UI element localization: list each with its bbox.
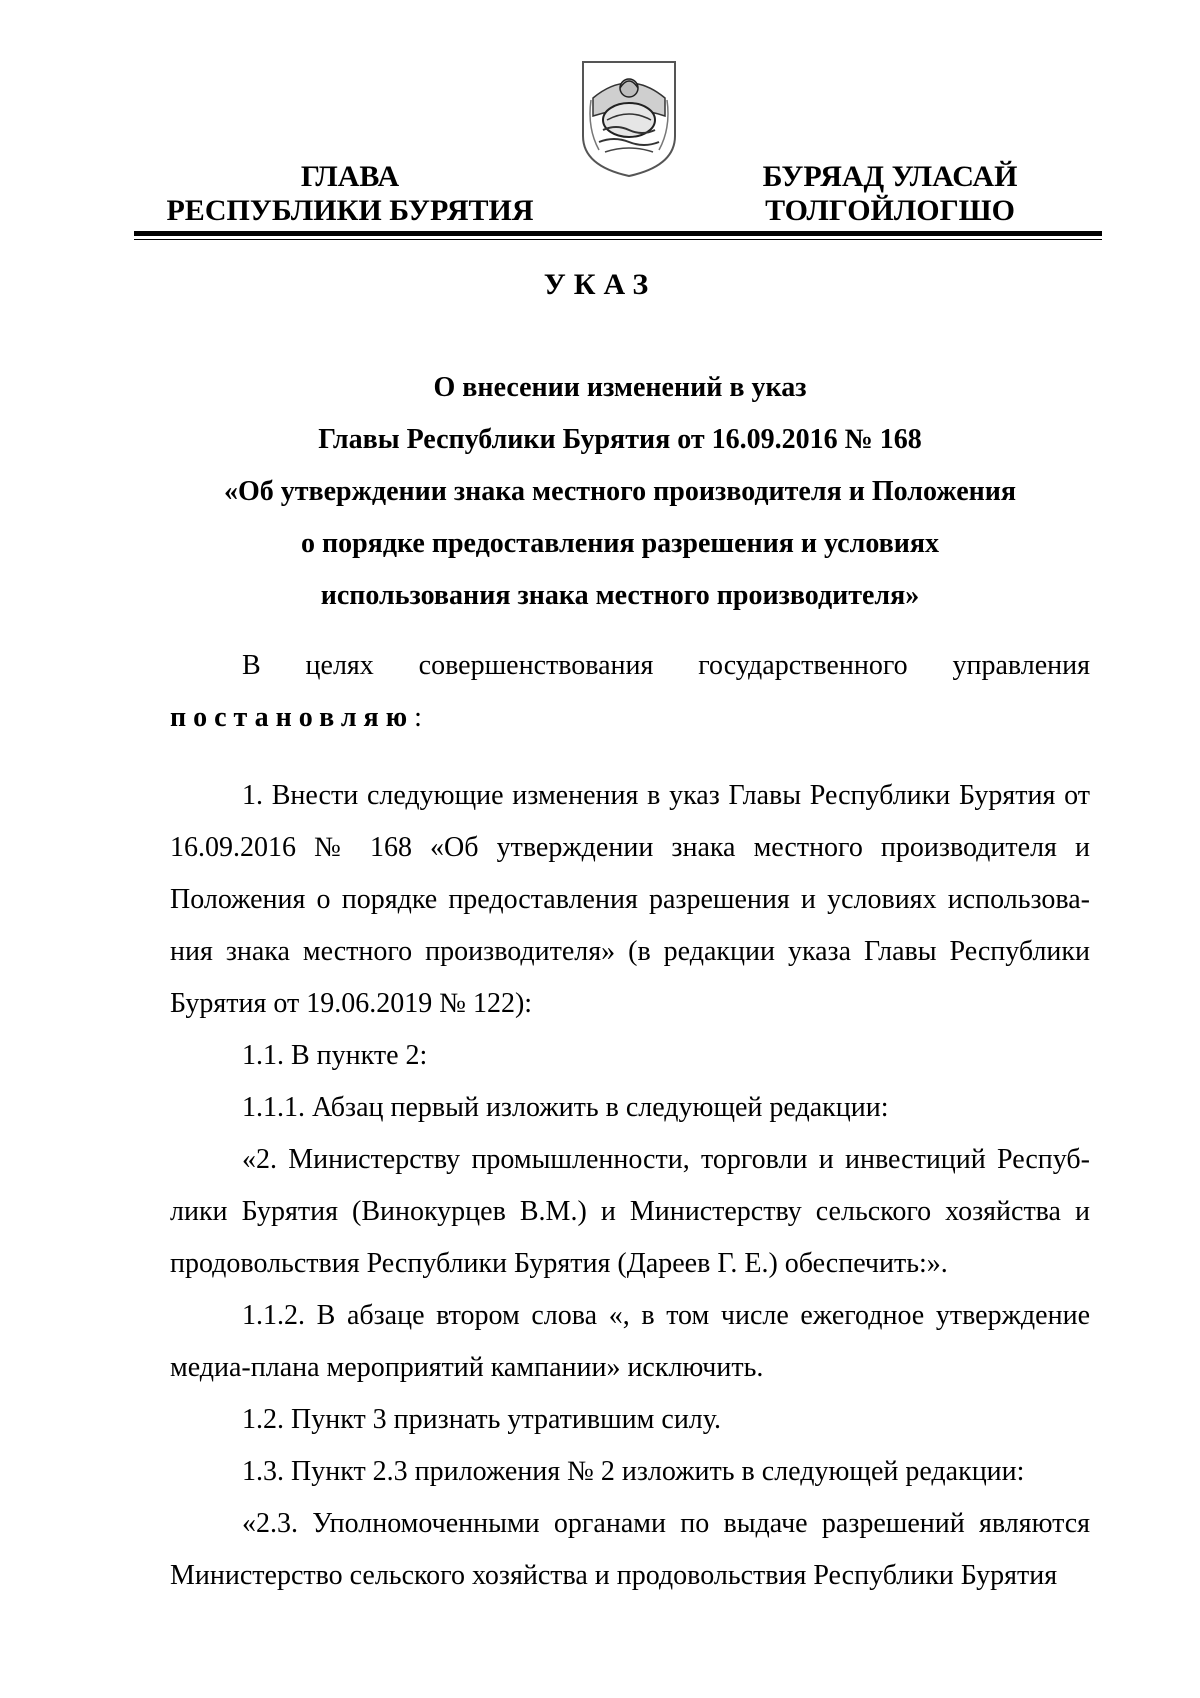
paragraph-1-1-1: 1.1.1. Абзац первый изложить в следующей редакции: [242, 1092, 889, 1123]
title-line-3: «Об утверждении знака местного производителя и Положения [223, 476, 1017, 507]
issuer-title-line2: РЕСПУБЛИКИ БУРЯТИЯ [166, 194, 534, 227]
paragraph-1-1-2: 1.1.2. В абзаце втором слова «, в том числе ежегодное утверждение медиа-плана мероприятий кампании» исключить. [170, 1300, 1090, 1383]
paragraph-quote-1: «2. Министерству промышленности, торговли и инвестиций Республики Бурятия (Винокурцев В.М.) и Министерству сельского хозяйства и продовольствия Республики Бурятия (Дареев Г. Е.) обеспечить:». [170, 1144, 1090, 1279]
issuer-header-russian [140, 160, 560, 228]
document-body [170, 640, 1090, 1602]
paragraph-1-3: 1.3. Пункт 2.3 приложения № 2 изложить в следующей редакции: [242, 1456, 1025, 1487]
document-title [140, 362, 1100, 622]
paragraph-1: 1. Внести следующие изменения в указ Главы Республики Бурятия от 16.09.2016 № 168 «Об утверждении знака местного производителя и Положения о порядке предоставления разрешения и условиях использования знака местного производителя» (в редакции указа Главы Республики Бурятия от 19.06.2019 № 122): [170, 780, 1090, 1019]
title-line-2: Главы Республики Бурятия от 16.09.2016 № 168 [318, 424, 922, 455]
issuer-title-buryat-line1: БУРЯАД УЛАСАЙ [762, 160, 1018, 193]
paragraph-gap [170, 744, 1090, 770]
title-line-4: о порядке предоставления разрешения и условиях [300, 528, 940, 559]
paragraph-1-1: 1.1. В пункте 2: [242, 1040, 428, 1071]
issuer-title-line1: ГЛАВА [300, 160, 400, 193]
preamble-text: В целях совершенствования государственного управления [242, 650, 1090, 681]
document-type: УКАЗ [543, 268, 657, 301]
header-divider-thin [134, 239, 1102, 240]
paragraph-1-2: 1.2. Пункт 3 признать утратившим силу. [242, 1404, 721, 1435]
paragraph-quote-2: «2.3. Уполномоченными органами по выдаче разрешений являются Министерство сельского хозяйства и продовольствия Республики Бурятия [170, 1508, 1090, 1591]
title-line-5: использования знака местного производителя» [320, 580, 920, 611]
header-divider-thick [134, 231, 1102, 236]
decree-colon: : [414, 702, 422, 733]
decree-word: постановляю [170, 702, 415, 733]
issuer-header-buryat [720, 160, 1060, 228]
decree-line [170, 692, 1090, 744]
coat-of-arms-emblem [579, 58, 679, 180]
issuer-title-buryat-line2: ТОЛГОЙЛОГШО [765, 194, 1015, 227]
title-line-1: О внесении изменений в указ [433, 372, 807, 403]
